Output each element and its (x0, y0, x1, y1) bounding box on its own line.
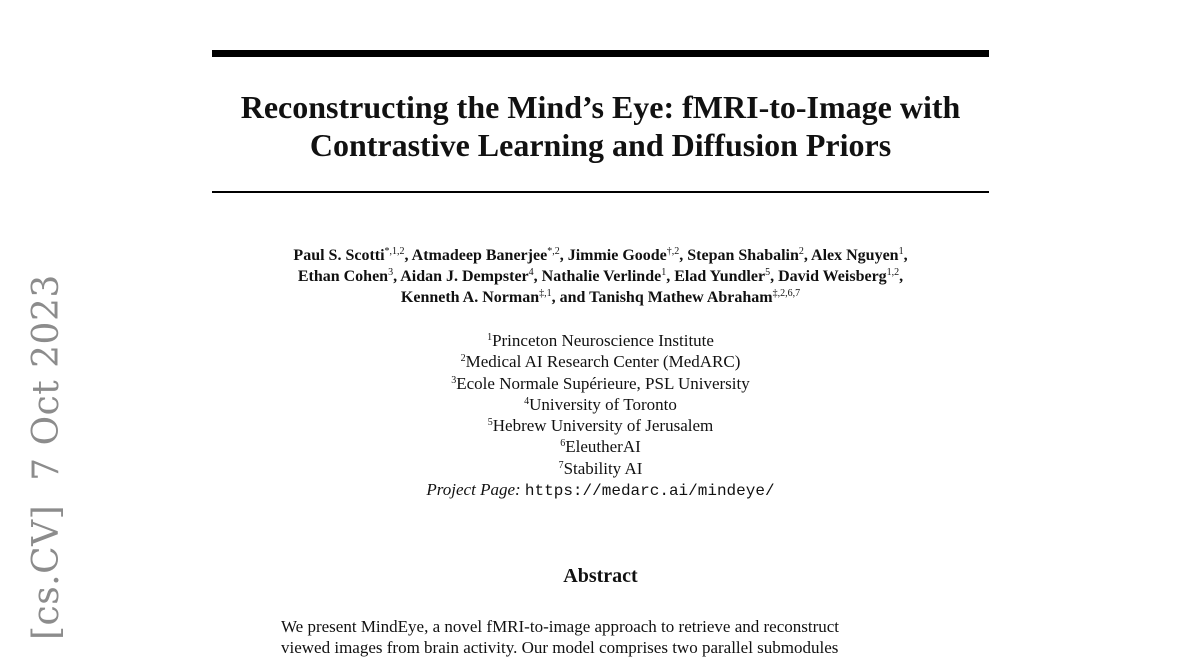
author-name: Tanishq Mathew Abraham (589, 289, 773, 306)
author-name: Nathalie Verlinde (541, 268, 662, 285)
project-page (212, 479, 989, 502)
author-list (212, 245, 989, 308)
author-marks: ‡,1 (539, 288, 552, 299)
arxiv-date: 7 Oct 2023 (26, 274, 67, 481)
abstract-line-1: We present MindEye, a novel fMRI-to-image approach to retrieve and reconstruct (281, 617, 840, 636)
author-marks: 1,2 (886, 267, 900, 278)
author-line-1: Paul S. Scotti$^{*,1,2}$, Atmadeep Banerjee$^{*,2}$, Jimmie Goode$^{\dagger,2}$, Stepan Shabalin$^2$, Alex Nguyen$^1$, (293, 246, 908, 264)
affiliation-name: Stability AI (563, 458, 643, 478)
author-name: Ethan Cohen (297, 268, 389, 285)
affiliation-number: 5 (487, 417, 493, 429)
affiliation-number: 2 (460, 353, 466, 365)
affiliation-name: Ecole Normale Supérieure, PSL University (456, 373, 750, 393)
author-marks: *,2 (547, 246, 560, 257)
author-marks: ‡,2,6,7 (772, 288, 801, 299)
author-name: Stepan Shabalin (687, 247, 799, 264)
affiliation-list (212, 330, 989, 502)
title-line-2: Contrastive Learning and Diffusion Priors (309, 127, 892, 163)
author-name: David Weisberg (778, 268, 887, 285)
author-name: Atmadeep Banerjee (411, 247, 548, 264)
abstract-body (281, 616, 921, 658)
author-marks: 3 (388, 267, 394, 278)
arxiv-category: [cs.CV] (26, 504, 67, 640)
author-name: Paul S. Scotti (293, 247, 385, 264)
author-name: Aidan J. Dempster (400, 268, 529, 285)
affiliation-number: 6 (560, 438, 566, 450)
author-marks: 1 (661, 267, 667, 278)
affiliation-name: Hebrew University of Jerusalem (492, 416, 714, 436)
affiliation-number: 4 (524, 395, 530, 407)
author-name: Elad Yundler (674, 268, 766, 285)
affiliation-number: 3 (451, 374, 457, 386)
affiliation-item (212, 394, 989, 415)
affiliation-item (212, 330, 989, 351)
author-marks: 4 (528, 267, 534, 278)
author-name: Jimmie Goode (567, 247, 667, 264)
author-marks: *,1,2 (384, 246, 405, 257)
arxiv-stamp (26, 274, 67, 640)
authors-connector: and (559, 289, 586, 306)
affiliation-item (212, 436, 989, 457)
affiliation-item (212, 415, 989, 436)
project-page-label: Project Page: (426, 480, 521, 500)
abstract-line-2: viewed images from brain activity. Our model comprises two parallel submodules (281, 638, 839, 657)
author-marks: 5 (765, 267, 771, 278)
affiliation-item (212, 373, 989, 394)
author-line-3: Kenneth A. Norman$^{\ddagger,1}$, and Tanishq Mathew Abraham$^{\ddagger,2,6,7}$ (400, 288, 801, 306)
affiliation-item (212, 458, 989, 479)
affiliation-name: University of Toronto (529, 394, 677, 414)
abstract-heading: Abstract (563, 565, 638, 587)
paper-title (212, 88, 989, 164)
project-page-link[interactable]: https://medarc.ai/mindeye/ (524, 482, 775, 501)
author-marks: †,2 (666, 246, 680, 257)
affiliation-number: 1 (487, 332, 493, 343)
author-marks: 2 (798, 246, 804, 257)
author-name: Kenneth A. Norman (400, 289, 540, 306)
title-line-1: Reconstructing the Mind’s Eye: fMRI-to-Image with (240, 89, 961, 125)
author-marks: 1 (898, 246, 904, 257)
author-line-2: Ethan Cohen$^3$, Aidan J. Dempster$^4$, Nathalie Verlinde$^1$, Elad Yundler$^5$, David Weisberg$^{1,2}$, (297, 267, 904, 285)
author-name: Alex Nguyen (811, 247, 899, 264)
affiliation-name: Medical AI Research Center (MedARC) (465, 352, 741, 372)
affiliation-item (212, 351, 989, 372)
top-rule (212, 50, 989, 57)
bottom-rule (212, 191, 989, 193)
affiliation-name: Princeton Neuroscience Institute (492, 331, 714, 350)
affiliation-name: EleutherAI (565, 437, 641, 457)
affiliation-number: 7 (558, 459, 564, 471)
